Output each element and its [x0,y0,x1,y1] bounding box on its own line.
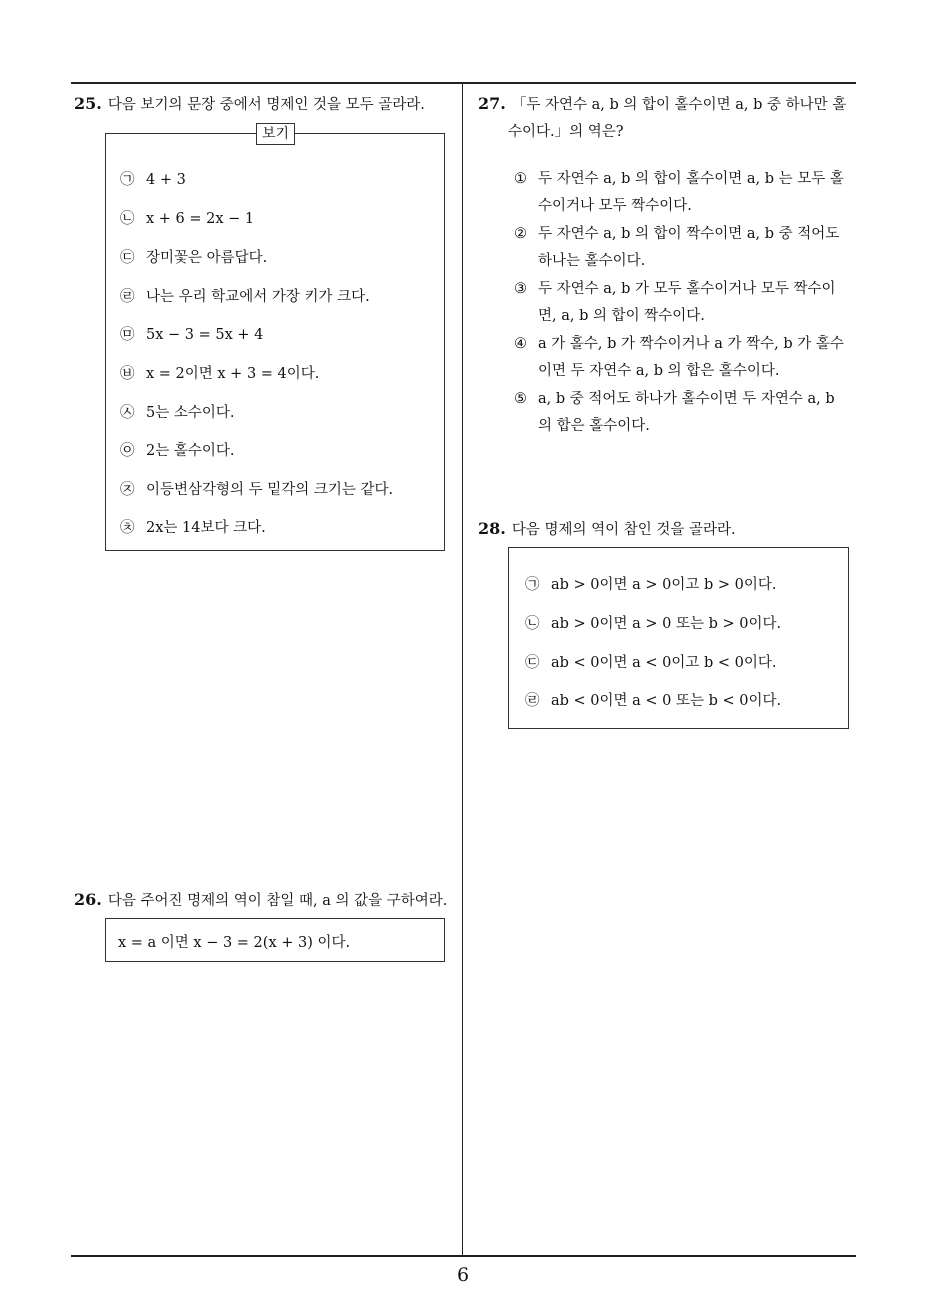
bogi-item: ㉣ 나는 우리 학교에서 가장 키가 크다. [120,289,370,305]
question-27 [478,90,858,146]
proposition-item: ㉡ ab > 0이면 a > 0 또는 b > 0이다. [525,616,782,632]
choice-number: ③ [514,281,527,297]
bogi-item: ㉥ x = 2이면 x + 3 = 4이다. [120,366,320,382]
bogi-box [105,126,445,551]
bogi-item: ㉩ 2x는 14보다 크다. [120,520,266,536]
page-number: 6 [456,1264,470,1286]
question-number: 25. [74,94,102,113]
statement-text: x = a 이면 x − 3 = 2(x + 3) 이다. [118,935,351,951]
question-28 [478,515,736,544]
question-text: 다음 주어진 명제의 역이 참일 때, a 의 값을 구하여라. [107,893,448,909]
choice-3[interactable] [514,276,850,330]
bogi-item: ㉢ 장미꽃은 아름답다. [120,250,268,266]
question-text: 다음 명제의 역이 참인 것을 골라라. [511,522,736,538]
question-text-line1: 「두 자연수 a, b 의 합이 홀수이면 a, b 중 하나만 홀 [511,97,847,113]
question-text: 다음 보기의 문장 중에서 명제인 것을 모두 골라라. [107,97,425,113]
choice-number: ② [514,226,527,242]
bogi-label: 보기 [256,123,295,145]
choice-number: ① [514,171,527,187]
proposition-item: ㉢ ab < 0이면 a < 0이고 b < 0이다. [525,655,777,671]
choice-5[interactable] [514,386,850,440]
propositions-box [508,547,849,729]
question-26 [74,886,447,915]
choice-number: ④ [514,336,527,352]
statement-box [105,918,445,962]
bogi-item: ㉡ x + 6 = 2x − 1 [120,211,255,227]
choice-text: a 가 홀수, b 가 짝수이거나 a 가 짝수, b 가 홀수이면 두 자연수 a, b 의 합은 홀수이다. [538,336,844,379]
bottom-rule [71,1255,856,1257]
proposition-item: ㉠ ab > 0이면 a > 0이고 b > 0이다. [525,577,777,593]
choice-2[interactable] [514,221,850,275]
choice-text: 두 자연수 a, b 의 합이 홀수이면 a, b 는 모두 홀수이거나 모두 짝수이다. [538,171,844,214]
question-number: 27. [478,94,506,113]
top-rule [71,82,856,84]
bogi-item: ㉨ 이등변삼각형의 두 밑각의 크기는 같다. [120,482,394,498]
bogi-item: ㉦ 5는 소수이다. [120,405,235,421]
question-text-line2: 수이다.」의 역은? [508,124,624,140]
choice-text: 두 자연수 a, b 의 합이 짝수이면 a, b 중 적어도 하나는 홀수이다. [538,226,840,269]
choice-number: ⑤ [514,391,527,407]
question-number: 28. [478,519,506,538]
column-divider [462,82,463,1256]
choice-text: 두 자연수 a, b 가 모두 홀수이거나 모두 짝수이면, a, b 의 합이 짝수이다. [538,281,836,324]
choice-1[interactable] [514,166,850,220]
bogi-item: ㉧ 2는 홀수이다. [120,443,235,459]
bogi-item: ㉠ 4 + 3 [120,172,186,188]
question-number: 26. [74,890,102,909]
question-25 [74,90,425,119]
choice-4[interactable] [514,331,850,385]
bogi-item: ㉤ 5x − 3 = 5x + 4 [120,327,264,343]
choice-text: a, b 중 적어도 하나가 홀수이면 두 자연수 a, b 의 합은 홀수이다. [538,391,835,434]
proposition-item: ㉣ ab < 0이면 a < 0 또는 b < 0이다. [525,693,782,709]
